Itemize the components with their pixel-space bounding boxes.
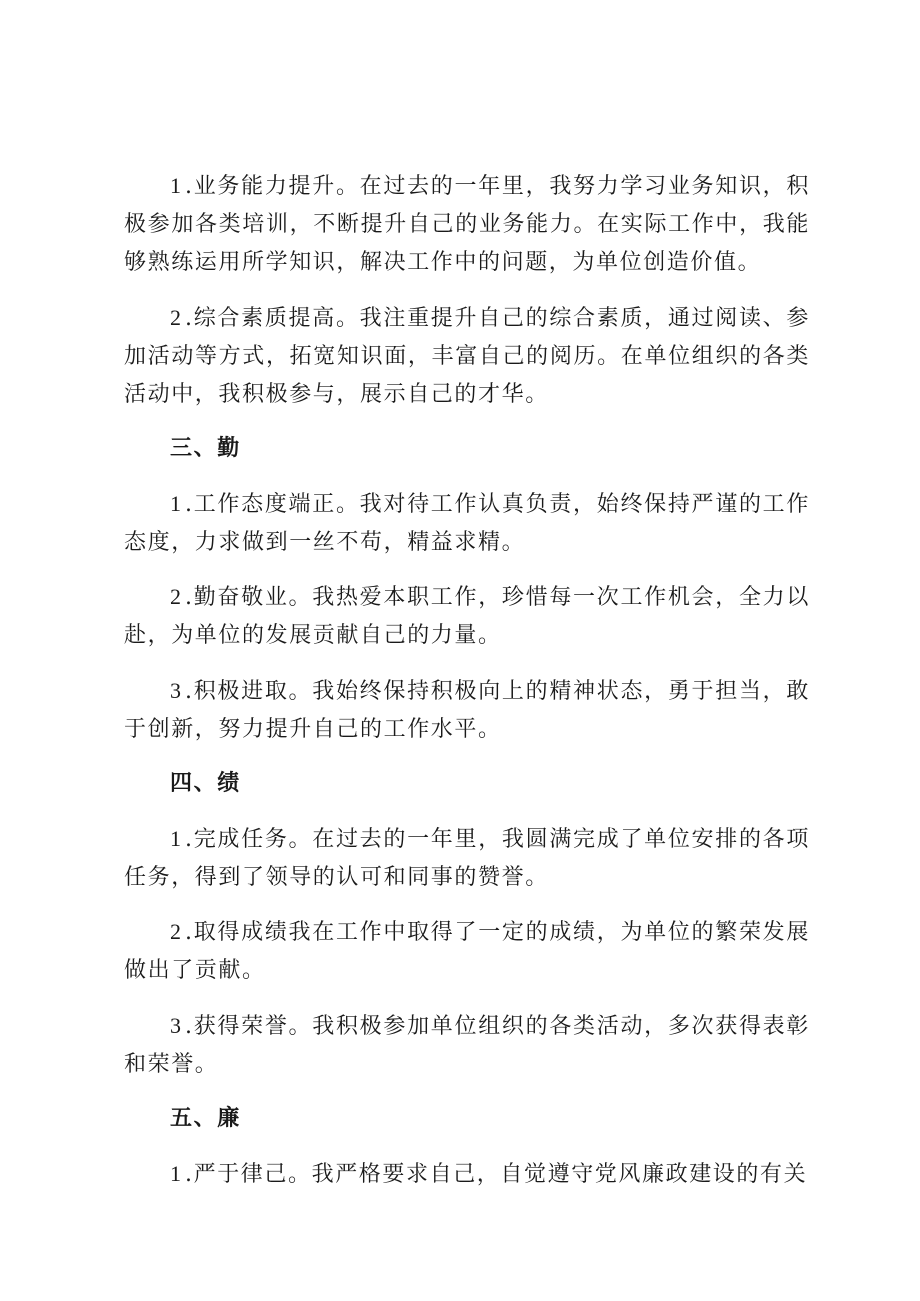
item-number: 3 [170,677,181,703]
paragraph-text: .严于律己。我严格要求自己，自觉遵守党风廉政建设的有关 [185,1161,808,1187]
paragraph-text: .积极进取。我始终保持积极向上的精神状态，勇于担当，敢于创新，努力提升自己的工作水平。 [124,678,810,742]
item-number: 2 [170,584,181,609]
section-heading: 五、廉 [170,1106,241,1131]
paragraph-text: .综合素质提高。我注重提升自己的综合素质，通过阅读、参加活动等方式，拓宽知识面，丰富自己的阅历。在单位组织的各类活动中，我积极参与，展示自己的才华。 [124,305,810,407]
item-number: 3 [170,1012,181,1038]
item-number: 1 [170,1160,181,1186]
paragraph-text: .完成任务。在过去的一年里，我圆满完成了单位安排的各项任务，得到了领导的认可和同事的赞誉。 [124,826,810,890]
paragraph-text: .取得成绩我在工作中取得了一定的成绩，为单位的繁荣发展做出了贡献。 [124,920,810,983]
item-number: 1 [170,825,181,851]
paragraph [124,167,810,282]
paragraph [124,672,810,749]
item-number: 2 [170,919,181,944]
item-number: 2 [170,304,181,330]
paragraph [124,299,810,414]
paragraph [124,578,810,655]
paragraph [124,485,810,562]
item-number: 1 [170,173,181,198]
section-heading: 三、勤 [170,436,241,461]
document-page [124,167,810,1210]
paragraph [124,1007,810,1084]
item-number: 1 [170,490,181,516]
paragraph [124,820,810,897]
paragraph-text: .业务能力提升。在过去的一年里，我努力学习业务知识，积极参加各类培训，不断提升自己的业务能力。在实际工作中，我能够熟练运用所学知识，解决工作中的问题，为单位创造价值。 [124,174,810,275]
paragraph [124,1155,810,1194]
paragraph-text: .获得荣誉。我积极参加单位组织的各类活动，多次获得表彰和荣誉。 [124,1013,810,1077]
paragraph-text: .勤奋敬业。我热爱本职工作，珍惜每一次工作机会，全力以赴，为单位的发展贡献自己的力量。 [124,585,810,648]
paragraph [124,913,810,990]
section-heading: 四、绩 [170,771,241,796]
paragraph-text: .工作态度端正。我对待工作认真负责，始终保持严谨的工作态度，力求做到一丝不苟，精益求精。 [124,491,810,555]
